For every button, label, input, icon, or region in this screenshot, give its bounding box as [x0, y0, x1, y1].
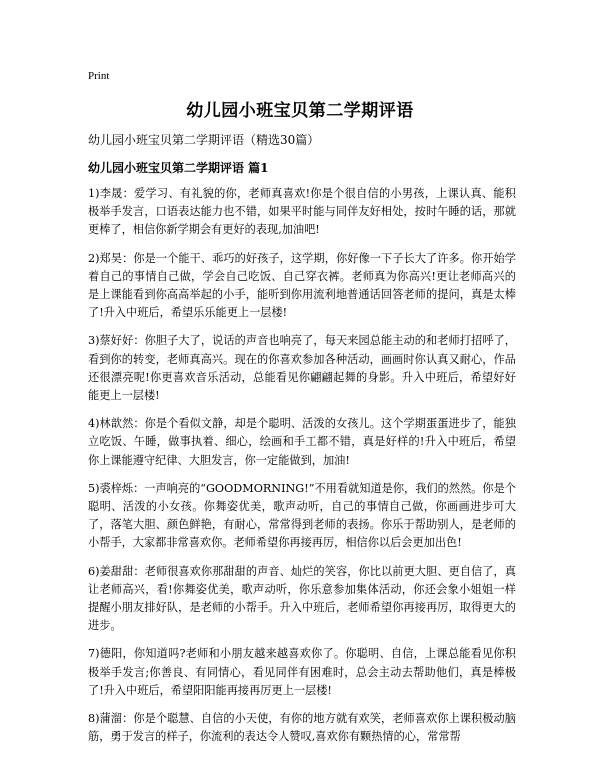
document-subtitle: 幼儿园小班宝贝第二学期评语（精选30篇）: [88, 133, 320, 147]
comment-paragraph-1: 1)李晟：爱学习、有礼貌的你，老师真喜欢!你是个很自信的小男孩，上课认真、能积极举手发言，口语表达能力也不错，如果平时能与同伴友好相处，按时午睡的话，那就更棒了，相信你新学期会有更好的表现,加油吧!: [88, 187, 516, 237]
comment-paragraph-2: 2)郑昊：你是一个能干、乖巧的好孩子，这学期，你好像一下子长大了许多。你开始学着自己的事情自己做，学会自己吃饭、自己穿衣裤。老师真为你高兴!更让老师高兴的是上课能看到你高高举起的小手，能听到你用流利地普通话回答老师的提问，真是太棒了!升入中班后，希望乐乐能更上一层楼!: [88, 251, 516, 320]
print-label: Print: [88, 70, 110, 82]
comment-list: [88, 185, 516, 756]
comment-paragraph-3: 3)蔡好好：你胆子大了，说话的声音也响亮了，每天来园总能主动的和老师打招呼了，看到你的转变，老师真高兴。现在的你喜欢参加各种活动，画画时你认真又耐心，作品还很漂亮呢!你更喜欢音乐活动，总能看见你翩翩起舞的身影。升入中班后，希望好好能更上一层楼!: [88, 334, 516, 403]
comment-paragraph-6: 6)姜甜甜：老师很喜欢你那甜甜的声音、灿烂的笑容，你比以前更大胆、更自信了，真让老师高兴，看!你舞姿优美，歌声动听，你乐意参加集体活动，你还会象小姐姐一样提醒小朋友排好队，是老师的小帮手。升入中班后，老师希望你再接再厉，取得更大的进步。: [88, 564, 516, 633]
document-title: 幼儿园小班宝贝第二学期评语: [186, 101, 414, 121]
comment-paragraph-4: 4)林歆然：你是个看似文静，却是个聪明、活泼的女孩儿。这个学期蛋蛋进步了，能独立吃饭、午睡，做事执着、细心，绘画和手工都不错，真是好样的!升入中班后，希望你上课能遵守纪律、大胆发言，你一定能做到，加油!: [88, 417, 516, 467]
comment-paragraph-8: 8)蒲溜：你是个聪慧、自信的小天使，有你的地方就有欢笑，老师喜欢你上课积极动脑筋，勇于发言的样子，你流利的表达令人赞叹,喜欢你有颗热情的心，常常帮: [88, 712, 516, 744]
section-heading: 幼儿园小班宝贝第二学期评语 篇1: [88, 161, 269, 175]
comment-paragraph-7: 7)德阳，你知道吗?老师和小朋友越来越喜欢你了。你聪明、自信，上课总能看见你积极举手发言;你善良、有同情心，看见同伴有困难时，总会主动去帮助他们，真是棒极了!升入中班后，希望阳阳能再接再厉更上一层楼!: [88, 647, 516, 697]
comment-paragraph-5: 5)裘梓烁：一声响亮的“GOODMORNING!”不用看就知道是你，我们的然然。你是个聪明、活泼的小女孩。你舞姿优美，歌声动听，自己的事情自己做，你画画进步可大了，落笔大胆、颜色鲜艳，有耐心，常常得到老师的表扬。你乐于帮助别人，是老师的小帮手，大家都非常喜欢你。老师希望你再接再厉，相信你以后会更加出色!: [88, 481, 516, 550]
